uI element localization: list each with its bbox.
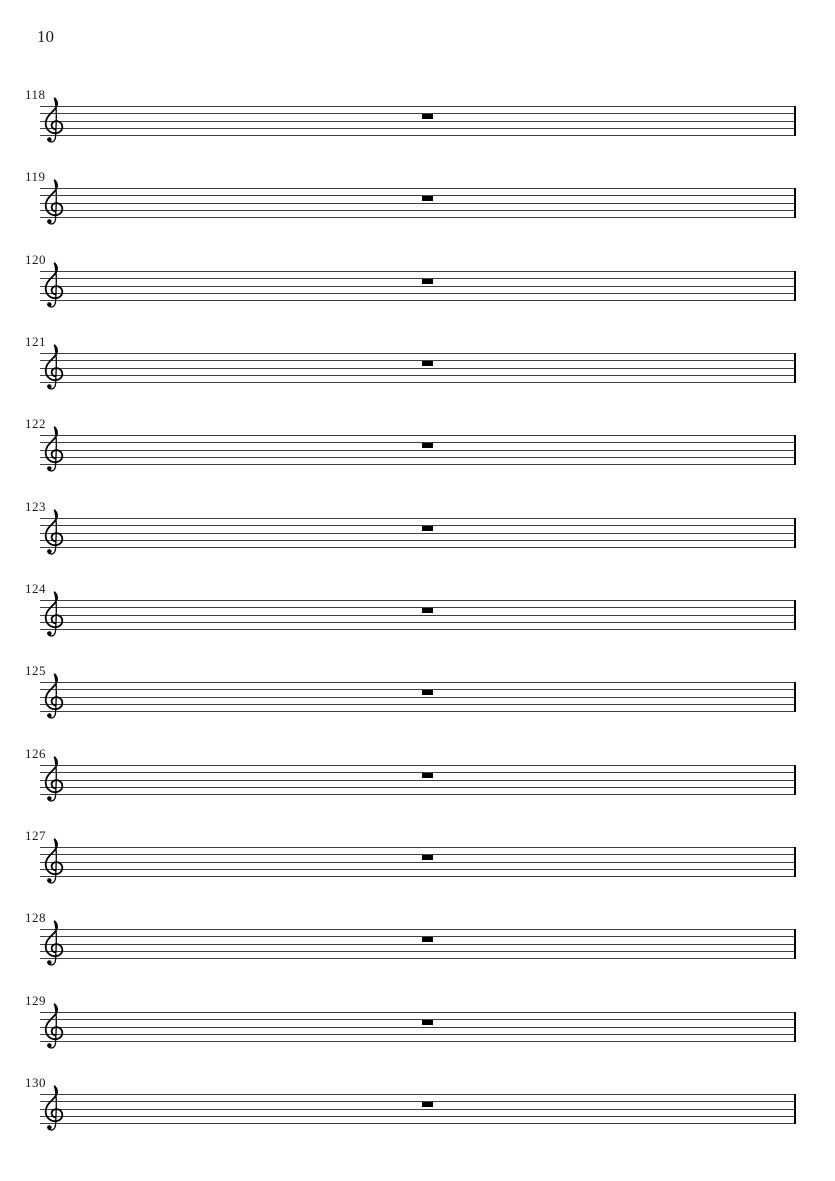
staff-system-123 [0,499,835,548]
treble-clef-icon [44,838,64,886]
staff-system-130 [0,1075,835,1124]
measure-number: 127 [25,828,46,843]
whole-rest-icon [422,608,433,613]
staff-system-120 [0,252,835,301]
staff-system-121 [0,334,835,383]
measure-number: 121 [25,334,46,349]
staff-lines [40,929,796,959]
whole-rest-icon [422,773,433,778]
measure-number: 125 [25,663,46,678]
page-number: 10 [37,27,54,46]
whole-rest-icon [422,855,433,860]
staff-lines [40,765,796,795]
measure-number: 123 [25,499,46,514]
barline [794,847,796,877]
barline [794,682,796,712]
staff-system-124 [0,581,835,630]
barline [794,271,796,301]
whole-rest-icon [422,690,433,695]
whole-rest-icon [422,937,433,942]
treble-clef-icon [44,262,64,310]
barline [794,929,796,959]
staff-system-129 [0,993,835,1042]
treble-clef-icon [44,426,64,474]
measure-number: 130 [25,1075,46,1090]
measure-number: 120 [25,252,46,267]
treble-clef-icon [44,509,64,557]
treble-clef-icon [44,1085,64,1133]
whole-rest-icon [422,1102,433,1107]
staff-lines [40,682,796,712]
staff-system-119 [0,169,835,218]
staff-lines [40,518,796,548]
barline [794,518,796,548]
barline [794,435,796,465]
treble-clef-icon [44,179,64,227]
barline [794,765,796,795]
treble-clef-icon [44,97,64,145]
staff-system-127 [0,828,835,877]
measure-number: 122 [25,416,46,431]
whole-rest-icon [422,1020,433,1025]
measure-number: 129 [25,993,46,1008]
staff-lines [40,435,796,465]
staff-lines [40,847,796,877]
staff-lines [40,188,796,218]
measure-number: 118 [25,87,46,102]
measure-number: 119 [25,169,46,184]
staff-lines [40,1012,796,1042]
staff-lines [40,600,796,630]
barline [794,1094,796,1124]
whole-rest-icon [422,279,433,284]
staff-system-126 [0,746,835,795]
treble-clef-icon [44,920,64,968]
whole-rest-icon [422,196,433,201]
whole-rest-icon [422,526,433,531]
measure-number: 126 [25,746,46,761]
measure-number: 128 [25,910,46,925]
staff-system-125 [0,663,835,712]
treble-clef-icon [44,591,64,639]
barline [794,106,796,136]
staff-lines [40,271,796,301]
whole-rest-icon [422,361,433,366]
staff-system-128 [0,910,835,959]
barline [794,188,796,218]
barline [794,353,796,383]
staff-system-118 [0,87,835,136]
treble-clef-icon [44,756,64,804]
whole-rest-icon [422,114,433,119]
measure-number: 124 [25,581,46,596]
staff-lines [40,353,796,383]
treble-clef-icon [44,673,64,721]
staff-system-122 [0,416,835,465]
treble-clef-icon [44,344,64,392]
staff-lines [40,106,796,136]
barline [794,1012,796,1042]
treble-clef-icon [44,1003,64,1051]
whole-rest-icon [422,443,433,448]
barline [794,600,796,630]
staff-lines [40,1094,796,1124]
